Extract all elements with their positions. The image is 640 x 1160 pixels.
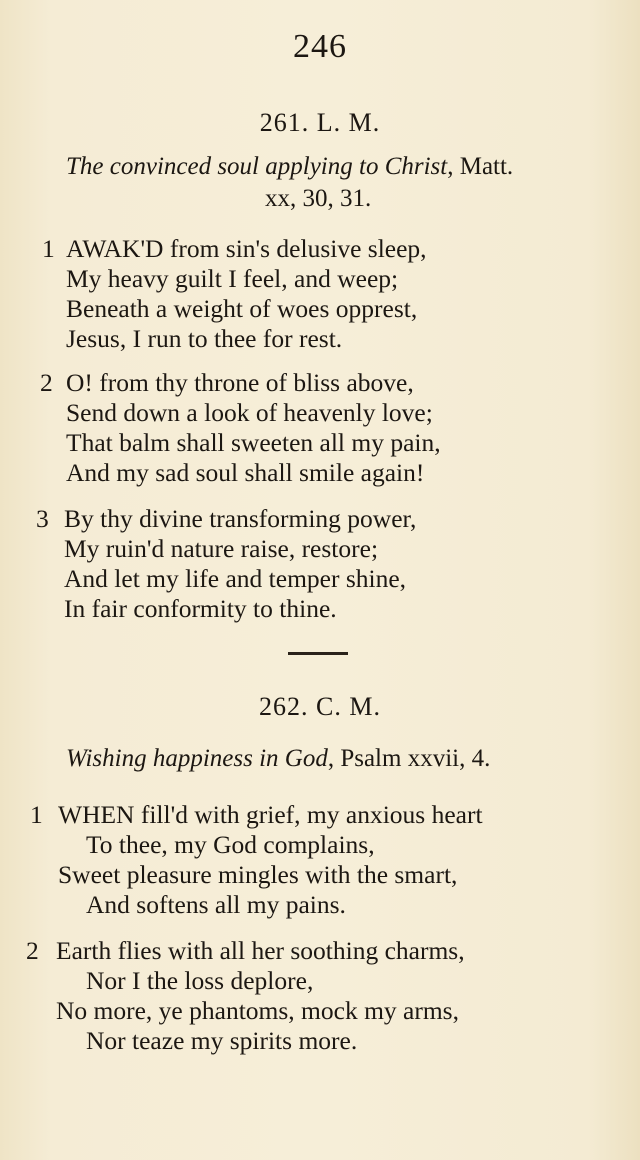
verse-text: Beneath a weight of woes opprest,	[66, 294, 418, 323]
verse-text: My ruin'd nature raise, restore;	[64, 534, 379, 563]
verse-text: Nor I the loss deplore,	[86, 966, 314, 995]
verse-text: To thee, my God complains,	[86, 830, 375, 859]
section-divider	[288, 652, 348, 655]
verse-number: 1	[42, 234, 55, 263]
verse-text: Jesus, I run to thee for rest.	[66, 324, 343, 353]
verse-text: Sweet pleasure mingles with the smart,	[58, 860, 458, 889]
verse-text: Earth flies with all her soothing charms,	[56, 936, 465, 965]
hymn-261-subtitle	[66, 150, 513, 184]
verse-text: O! from thy throne of bliss above,	[66, 368, 414, 397]
hymn-262-subtitle	[66, 742, 490, 776]
verse-text: No more, ye phantoms, mock my arms,	[56, 996, 459, 1025]
verse-number: 2	[26, 936, 39, 965]
hymn-261-subtitle-reference: , Matt.	[447, 153, 514, 180]
hymn-262-subtitle-italic: Wishing happiness in God	[66, 745, 328, 772]
hymn-261-heading: 261. L. M.	[259, 108, 381, 137]
verse-number: 1	[30, 800, 43, 829]
verse-text: Nor teaze my spirits more.	[86, 1026, 358, 1055]
page-number: 246	[293, 28, 347, 65]
verse-text: In fair conformity to thine.	[64, 594, 337, 623]
hymn-262-heading: 262. C. M.	[259, 692, 381, 721]
verse-text: AWAK'D from sin's delusive sleep,	[66, 234, 427, 263]
verse-text: My heavy guilt I feel, and weep;	[66, 264, 399, 293]
verse-text: By thy divine transforming power,	[64, 504, 417, 533]
verse-text: And let my life and temper shine,	[64, 564, 407, 593]
verse-number: 2	[40, 368, 53, 397]
hymn-262-subtitle-reference: , Psalm xxvii, 4.	[327, 745, 491, 772]
hymn-261-subtitle-italic: The convinced soul applying to Christ	[66, 153, 448, 180]
verse-text: And my sad soul shall smile again!	[66, 458, 425, 487]
verse-text: That balm shall sweeten all my pain,	[66, 428, 441, 457]
verse-text: WHEN fill'd with grief, my anxious heart	[58, 800, 483, 829]
hymn-261-subtitle-line2: xx, 30, 31.	[265, 185, 372, 212]
verse-number: 3	[36, 504, 49, 533]
verse-text: Send down a look of heavenly love;	[66, 398, 433, 427]
verse-text: And softens all my pains.	[86, 890, 346, 919]
